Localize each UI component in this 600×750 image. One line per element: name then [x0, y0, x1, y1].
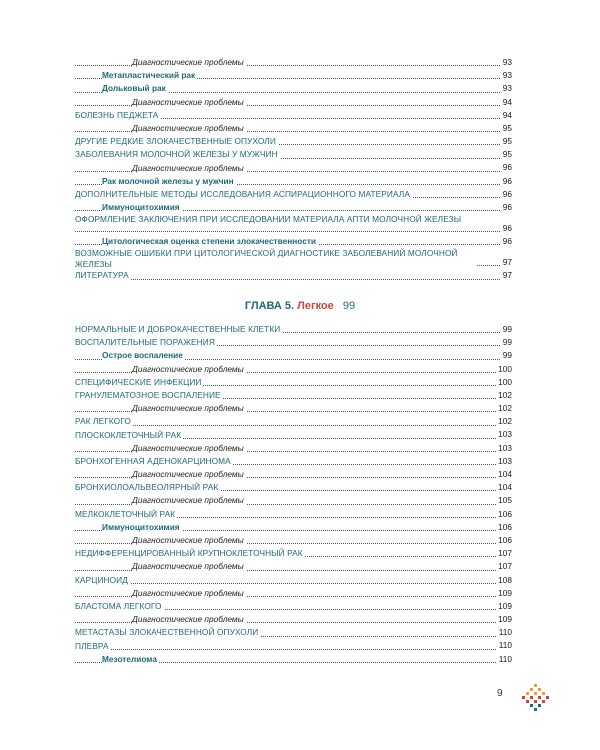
toc-entry[interactable] [75, 122, 512, 135]
toc-entry[interactable] [75, 494, 512, 507]
toc-entry-page: 106 [496, 521, 512, 534]
toc-entry[interactable] [75, 574, 512, 587]
toc-entry-page: 105 [496, 494, 512, 507]
toc-entry-page: 96 [501, 161, 512, 174]
toc-entry[interactable] [75, 481, 512, 494]
toc-entry-label: СПЕЦИФИЧЕСКИЕ ИНФЕКЦИИ [75, 376, 202, 387]
toc-entry-label: Цитологическая оценка степени злокачественности [102, 236, 316, 247]
toc-entry-label: Рак молочной железы у мужчин [102, 175, 234, 186]
toc-section-continued [75, 56, 512, 283]
toc-entry-page: 107 [496, 560, 512, 573]
toc-entry-page: 109 [496, 613, 512, 626]
toc-entry[interactable] [75, 587, 512, 600]
toc-entry-label: БРОНХОГЕННАЯ АДЕНОКАРЦИНОМА [75, 455, 231, 466]
toc-entry-page: 102 [496, 415, 512, 428]
toc-entry-page: 104 [496, 468, 512, 481]
toc-entry-page: 96 [501, 235, 512, 248]
toc-entry[interactable] [75, 336, 512, 349]
toc-entry[interactable] [75, 402, 512, 415]
toc-entry-label: КАРЦИНОИД [75, 574, 128, 585]
toc-entry-label: Диагностические проблемы [132, 162, 244, 173]
toc-entry-label: РАК ЛЕГКОГО [75, 416, 131, 427]
toc-entry-page: 103 [496, 428, 512, 441]
toc-entry-page: 94 [501, 96, 512, 109]
toc-entry-page: 107 [496, 547, 512, 560]
toc-entry-label: МЕЛКОКЛЕТОЧНЫЙ РАК [75, 508, 176, 519]
toc-entry-page: 96 [501, 201, 512, 214]
toc-entry-label: Метапластический рак [102, 70, 196, 81]
toc-entry[interactable] [75, 547, 512, 560]
toc-entry[interactable] [75, 56, 512, 69]
toc-entry-page: 106 [496, 534, 512, 547]
toc-entry-page: 96 [501, 222, 512, 235]
toc-entry-label: Диагностические проблемы [132, 495, 244, 506]
toc-entry-label: Диагностические проблемы [132, 363, 244, 374]
toc-entry[interactable] [75, 508, 512, 521]
toc-entry-label: Диагностические проблемы [132, 614, 244, 625]
toc-entry[interactable] [75, 162, 512, 175]
toc-entry[interactable] [75, 376, 512, 389]
toc-entry-page: 109 [496, 587, 512, 600]
toc-entry[interactable] [75, 613, 512, 626]
toc-entry-label: ЛИТЕРАТУРА [75, 270, 129, 281]
toc-entry-label: НОРМАЛЬНЫЕ И ДОБРОКАЧЕСТВЕННЫЕ КЛЕТКИ [75, 324, 281, 334]
toc-entry[interactable] [75, 323, 512, 336]
toc-entry[interactable] [75, 653, 512, 666]
toc-entry[interactable] [75, 600, 512, 613]
toc-entry-page: 110 [497, 639, 512, 652]
chapter-page: 99 [342, 300, 356, 312]
toc-entry[interactable] [75, 626, 512, 639]
toc-entry[interactable] [75, 235, 512, 248]
toc-entry-page: 100 [496, 376, 512, 389]
dot-leader [75, 583, 512, 584]
toc-entry-page: 95 [501, 135, 512, 148]
toc-entry-page: 99 [501, 323, 512, 336]
toc-entry[interactable] [75, 429, 512, 442]
toc-entry-page: 96 [501, 188, 512, 201]
toc-entry-label: БРОНХИОЛОАЛЬВЕОЛЯРНЫЙ РАК [75, 482, 219, 493]
toc-entry[interactable] [75, 69, 512, 82]
toc-entry-page: 97 [501, 269, 512, 282]
toc-entry-page: 93 [501, 56, 512, 69]
toc-entry[interactable] [75, 188, 512, 201]
toc-entry[interactable] [75, 640, 512, 653]
toc-entry[interactable] [75, 455, 512, 468]
toc-entry-page: 102 [496, 389, 512, 402]
toc-entry[interactable] [75, 534, 512, 547]
toc-entry[interactable] [75, 560, 512, 573]
toc-entry-label: ОФОРМЛЕНИЕ ЗАКЛЮЧЕНИЯ ПРИ ИССЛЕДОВАНИИ МАТЕРИАЛА АПТИ МОЛОЧНОЙ ЖЕЛЕЗЫ [75, 214, 477, 225]
toc-entry-page: 95 [501, 122, 512, 135]
toc-entry[interactable] [75, 349, 512, 362]
toc-entry-page: 93 [501, 69, 512, 82]
toc-entry-label: ГРАНУЛЕМАТОЗНОЕ ВОСПАЛЕНИЕ [75, 389, 221, 400]
chapter-heading[interactable] [0, 300, 600, 312]
toc-entry-page: 106 [496, 508, 512, 521]
toc-entry[interactable] [75, 148, 512, 161]
dot-leader [75, 649, 512, 650]
toc-entry-page: 95 [501, 148, 512, 161]
toc-entry[interactable] [75, 389, 512, 402]
toc-entry-label: Диагностические проблемы [132, 403, 244, 414]
toc-entry[interactable] [75, 96, 512, 109]
toc-entry-label: ПЛЕВРА [75, 640, 109, 651]
toc-entry-label: Дольковый рак [102, 83, 166, 94]
toc-entry-page: 103 [496, 442, 512, 455]
toc-entry[interactable] [75, 201, 512, 214]
toc-chapter-5 [75, 323, 512, 666]
toc-entry-label: ДОПОЛНИТЕЛЬНЫЕ МЕТОДЫ ИССЛЕДОВАНИЯ АСПИРАЦИОННОГО МАТЕРИАЛА [75, 188, 410, 199]
toc-entry-page: 100 [496, 363, 512, 376]
toc-entry[interactable] [75, 135, 512, 148]
toc-entry[interactable] [75, 82, 512, 95]
toc-entry-label: ВОЗМОЖНЫЕ ОШИБКИ ПРИ ЦИТОЛОГИЧЕСКОЙ ДИАГНОСТИКЕ ЗАБОЛЕВАНИЙ МОЛОЧНОЙ ЖЕЛЕЗЫ [75, 248, 477, 269]
toc-entry[interactable] [75, 109, 512, 122]
toc-entry-label: Диагностические проблемы [132, 442, 244, 453]
toc-entry-label: Диагностические проблемы [132, 122, 244, 133]
toc-entry-page: 109 [496, 600, 512, 613]
page-number: 9 [497, 688, 503, 699]
toc-entry[interactable] [75, 175, 512, 188]
toc-entry-label: ВОСПАЛИТЕЛЬНЫЕ ПОРАЖЕНИЯ [75, 337, 215, 348]
dot-leader [75, 279, 512, 280]
toc-entry-label: НЕДИФФЕРЕНЦИРОВАННЫЙ КРУПНОКЛЕТОЧНЫЙ РАК [75, 548, 303, 559]
toc-entry-label: Диагностические проблемы [132, 469, 244, 480]
toc-entry-label: Диагностические проблемы [132, 535, 244, 545]
toc-entry-label: Мезотелиома [102, 653, 157, 664]
toc-entry[interactable] [75, 521, 512, 534]
toc-entry[interactable] [75, 269, 512, 282]
toc-entry-label: БОЛЕЗНЬ ПЕДЖЕТА [75, 109, 159, 120]
toc-entry-page: 102 [496, 402, 512, 415]
toc-entry[interactable] [75, 363, 512, 376]
toc-entry-page: 110 [497, 626, 512, 639]
toc-entry-page: 99 [501, 349, 512, 362]
toc-entry-label: МЕТАСТАЗЫ ЗЛОКАЧЕСТВЕННОЙ ОПУХОЛИ [75, 627, 259, 638]
toc-entry-label: Иммуноцитохимия [102, 521, 180, 532]
toc-entry[interactable] [75, 442, 512, 455]
toc-entry-page: 97 [501, 256, 512, 269]
toc-entry-page: 103 [496, 455, 512, 468]
toc-entry[interactable] [75, 468, 512, 481]
chapter-prefix: ГЛАВА 5. [244, 300, 295, 312]
toc-entry[interactable] [75, 248, 512, 269]
toc-entry-page: 108 [496, 574, 512, 587]
dot-leader [75, 231, 512, 232]
toc-entry-label: ПЛОСКОКЛЕТОЧНЫЙ РАК [75, 429, 182, 440]
toc-entry[interactable] [75, 214, 512, 235]
toc-entry-label: ДРУГИЕ РЕДКИЕ ЗЛОКАЧЕСТВЕННЫЕ ОПУХОЛИ [75, 136, 276, 147]
toc-entry-page: 110 [497, 653, 512, 666]
toc-entry-page: 104 [496, 481, 512, 494]
toc-entry-page: 94 [501, 109, 512, 122]
toc-entry-page: 99 [501, 336, 512, 349]
decorative-dots-icon [520, 684, 552, 718]
dot-leader [75, 425, 512, 426]
toc-entry-page: 96 [501, 175, 512, 188]
toc-entry-label: Диагностические проблемы [132, 587, 244, 598]
toc-entry-label: Диагностические проблемы [132, 96, 244, 107]
toc-entry[interactable] [75, 415, 512, 428]
toc-entry-label: ЗАБОЛЕВАНИЯ МОЛОЧНОЙ ЖЕЛЕЗЫ У МУЖЧИН [75, 149, 278, 160]
toc-entry-label: Диагностические проблемы [132, 561, 244, 572]
chapter-name: Легкое [297, 300, 334, 312]
toc-entry-label: БЛАСТОМА ЛЕГКОГО [75, 600, 162, 611]
toc-entry-label: Иммуноцитохимия [102, 202, 180, 213]
toc-entry-label: Диагностические проблемы [132, 57, 244, 67]
toc-entry-page: 93 [501, 82, 512, 95]
toc-entry-label: Острое воспаление [102, 350, 183, 361]
